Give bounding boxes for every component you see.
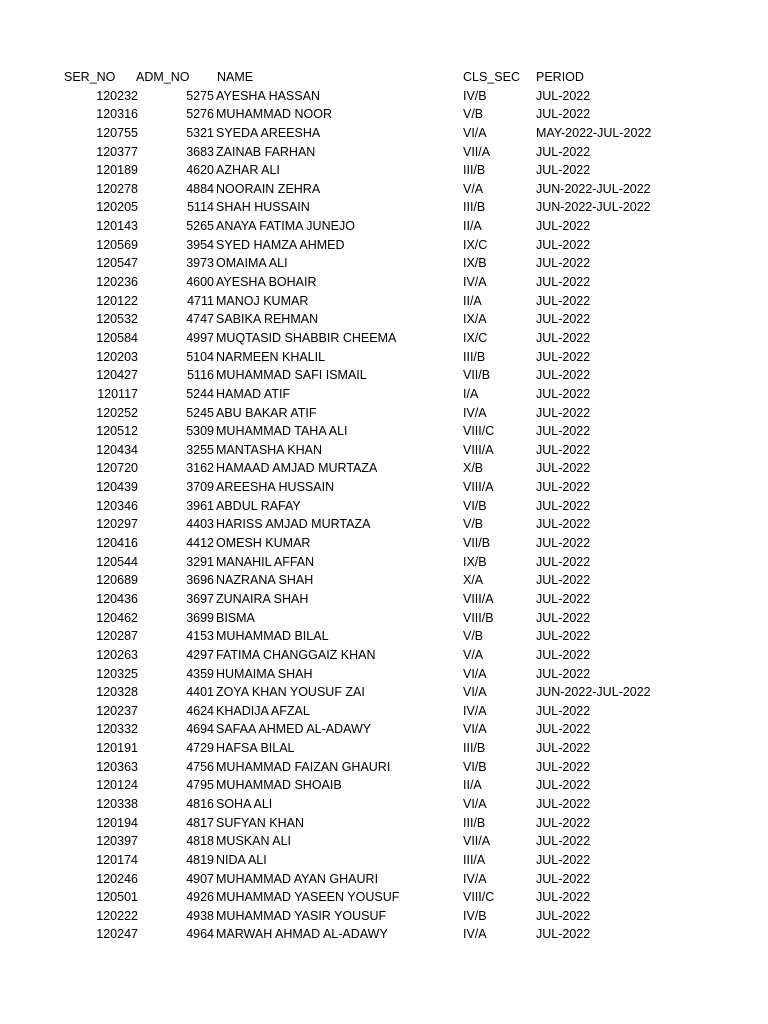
table-row bbox=[0, 553, 768, 572]
cell-cls-sec: VIII/C bbox=[463, 424, 495, 439]
cell-period: JUL-2022 bbox=[536, 852, 591, 867]
cell-name: MARWAH AHMAD AL-ADAWY bbox=[216, 927, 388, 942]
cell-ser-no: 120427 bbox=[96, 368, 138, 383]
cell-ser-no: 120122 bbox=[96, 293, 138, 308]
cell-name: MUHAMMAD BILAL bbox=[216, 629, 329, 644]
cell-cls-sec: VIII/A bbox=[463, 480, 494, 495]
cell-adm-no: 5265 bbox=[186, 219, 214, 234]
cell-period: JUN-2022-JUL-2022 bbox=[536, 200, 651, 215]
table-row bbox=[0, 683, 768, 702]
cell-cls-sec: III/B bbox=[463, 815, 486, 830]
cell-name: MUSKAN ALI bbox=[216, 834, 292, 849]
cell-period: MAY-2022-JUL-2022 bbox=[536, 125, 652, 140]
cell-ser-no: 120232 bbox=[96, 88, 138, 103]
cell-adm-no: 3973 bbox=[186, 256, 214, 271]
cell-cls-sec: VIII/B bbox=[463, 610, 494, 625]
column-header-name: NAME bbox=[217, 70, 254, 84]
cell-ser-no: 120325 bbox=[96, 666, 138, 681]
cell-adm-no: 3162 bbox=[186, 461, 214, 476]
cell-name: AYESHA BOHAIR bbox=[216, 275, 317, 290]
cell-name: SAFAA AHMED AL-ADAWY bbox=[216, 722, 372, 737]
cell-cls-sec: III/B bbox=[463, 200, 486, 215]
cell-cls-sec: V/A bbox=[463, 647, 484, 662]
cell-ser-no: 120203 bbox=[96, 349, 138, 364]
cell-adm-no: 3696 bbox=[186, 573, 214, 588]
cell-name: SHAH HUSSAIN bbox=[216, 200, 310, 215]
cell-period: JUL-2022 bbox=[536, 927, 591, 942]
cell-period: JUN-2022-JUL-2022 bbox=[536, 181, 651, 196]
cell-cls-sec: VI/B bbox=[463, 759, 487, 774]
cell-adm-no: 4884 bbox=[186, 181, 214, 196]
cell-name: HAMAAD AMJAD MURTAZA bbox=[216, 461, 378, 476]
table-row bbox=[0, 888, 768, 907]
table-row bbox=[0, 720, 768, 739]
cell-period: JUL-2022 bbox=[536, 237, 591, 252]
table-row bbox=[0, 497, 768, 516]
cell-adm-no: 5276 bbox=[186, 107, 214, 122]
cell-period: JUL-2022 bbox=[536, 424, 591, 439]
cell-name: MUHAMMAD YASIR YOUSUF bbox=[216, 908, 387, 923]
cell-adm-no: 4907 bbox=[186, 871, 214, 886]
cell-name: MUHAMMAD SAFI ISMAIL bbox=[216, 368, 367, 383]
cell-name: MANTASHA KHAN bbox=[216, 442, 323, 457]
cell-adm-no: 3709 bbox=[186, 480, 214, 495]
cell-name: BISMA bbox=[216, 610, 255, 625]
cell-ser-no: 120189 bbox=[96, 163, 138, 178]
cell-cls-sec: VIII/A bbox=[463, 591, 494, 606]
cell-period: JUL-2022 bbox=[536, 722, 591, 737]
cell-name: ZOYA KHAN YOUSUF ZAI bbox=[216, 685, 365, 700]
cell-ser-no: 120263 bbox=[96, 647, 138, 662]
cell-cls-sec: IV/B bbox=[463, 88, 487, 103]
cell-ser-no: 120584 bbox=[96, 330, 138, 345]
cell-period: JUL-2022 bbox=[536, 442, 591, 457]
cell-name: MUHAMMAD TAHA ALI bbox=[216, 424, 348, 439]
cell-ser-no: 120363 bbox=[96, 759, 138, 774]
cell-ser-no: 120512 bbox=[96, 424, 138, 439]
cell-period: JUL-2022 bbox=[536, 349, 591, 364]
cell-adm-no: 4747 bbox=[186, 312, 214, 327]
cell-period: JUL-2022 bbox=[536, 368, 591, 383]
cell-period: JUL-2022 bbox=[536, 219, 591, 234]
table-row bbox=[0, 329, 768, 348]
table-row bbox=[0, 273, 768, 292]
cell-cls-sec: VI/A bbox=[463, 125, 487, 140]
cell-cls-sec: VIII/A bbox=[463, 442, 494, 457]
cell-cls-sec: IX/B bbox=[463, 554, 487, 569]
table-row bbox=[0, 925, 768, 944]
cell-adm-no: 4817 bbox=[186, 815, 214, 830]
cell-period: JUL-2022 bbox=[536, 666, 591, 681]
cell-ser-no: 120416 bbox=[96, 536, 138, 551]
cell-name: OMAIMA ALI bbox=[216, 256, 288, 271]
table-row bbox=[0, 161, 768, 180]
cell-adm-no: 4818 bbox=[186, 834, 214, 849]
cell-name: SUFYAN KHAN bbox=[216, 815, 304, 830]
cell-adm-no: 4816 bbox=[186, 796, 214, 811]
cell-name: FATIMA CHANGGAIZ KHAN bbox=[216, 647, 376, 662]
table-row bbox=[0, 851, 768, 870]
cell-name: MUHAMMAD SHOAIB bbox=[216, 778, 342, 793]
cell-adm-no: 4359 bbox=[186, 666, 214, 681]
cell-name: SYED HAMZA AHMED bbox=[216, 237, 345, 252]
cell-name: HAMAD ATIF bbox=[216, 386, 291, 401]
cell-cls-sec: IX/B bbox=[463, 256, 487, 271]
cell-cls-sec: II/A bbox=[463, 778, 482, 793]
cell-cls-sec: II/A bbox=[463, 219, 482, 234]
cell-adm-no: 5321 bbox=[186, 125, 214, 140]
cell-adm-no: 3961 bbox=[186, 498, 214, 513]
table-row bbox=[0, 385, 768, 404]
table-header bbox=[0, 68, 768, 87]
cell-period: JUL-2022 bbox=[536, 554, 591, 569]
cell-ser-no: 120174 bbox=[96, 852, 138, 867]
cell-ser-no: 120569 bbox=[96, 237, 138, 252]
cell-name: MUQTASID SHABBIR CHEEMA bbox=[216, 330, 397, 345]
cell-name: OMESH KUMAR bbox=[216, 536, 311, 551]
cell-period: JUL-2022 bbox=[536, 275, 591, 290]
cell-period: JUL-2022 bbox=[536, 591, 591, 606]
cell-period: JUL-2022 bbox=[536, 890, 591, 905]
cell-ser-no: 120194 bbox=[96, 815, 138, 830]
cell-adm-no: 4694 bbox=[186, 722, 214, 737]
cell-name: MUHAMMAD NOOR bbox=[216, 107, 332, 122]
cell-period: JUL-2022 bbox=[536, 405, 591, 420]
cell-ser-no: 120434 bbox=[96, 442, 138, 457]
cell-period: JUL-2022 bbox=[536, 480, 591, 495]
cell-adm-no: 4926 bbox=[186, 890, 214, 905]
cell-period: JUL-2022 bbox=[536, 107, 591, 122]
cell-cls-sec: IV/A bbox=[463, 703, 487, 718]
cell-adm-no: 5245 bbox=[186, 405, 214, 420]
cell-name: KHADIJA AFZAL bbox=[216, 703, 310, 718]
table-row bbox=[0, 702, 768, 721]
cell-ser-no: 120328 bbox=[96, 685, 138, 700]
table-row bbox=[0, 143, 768, 162]
cell-ser-no: 120247 bbox=[96, 927, 138, 942]
cell-cls-sec: IV/B bbox=[463, 908, 487, 923]
cell-ser-no: 120532 bbox=[96, 312, 138, 327]
cell-cls-sec: III/A bbox=[463, 852, 486, 867]
table-row bbox=[0, 198, 768, 217]
cell-name: SYEDA AREESHA bbox=[216, 125, 321, 140]
cell-cls-sec: VI/B bbox=[463, 498, 487, 513]
cell-cls-sec: VI/A bbox=[463, 666, 487, 681]
cell-adm-no: 4401 bbox=[186, 685, 214, 700]
cell-ser-no: 120462 bbox=[96, 610, 138, 625]
table-row bbox=[0, 534, 768, 553]
cell-ser-no: 120237 bbox=[96, 703, 138, 718]
cell-period: JUL-2022 bbox=[536, 88, 591, 103]
cell-adm-no: 4964 bbox=[186, 927, 214, 942]
column-header-cls-sec: CLS_SEC bbox=[463, 70, 520, 84]
table-row bbox=[0, 814, 768, 833]
cell-cls-sec: VI/A bbox=[463, 722, 487, 737]
cell-name: ABU BAKAR ATIF bbox=[216, 405, 317, 420]
cell-adm-no: 4938 bbox=[186, 908, 214, 923]
cell-cls-sec: V/B bbox=[463, 107, 484, 122]
table-row bbox=[0, 795, 768, 814]
cell-ser-no: 120332 bbox=[96, 722, 138, 737]
column-header-adm-no: ADM_NO bbox=[136, 70, 190, 84]
table-row bbox=[0, 515, 768, 534]
cell-period: JUL-2022 bbox=[536, 815, 591, 830]
cell-cls-sec: IV/A bbox=[463, 275, 487, 290]
cell-cls-sec: VII/A bbox=[463, 834, 491, 849]
cell-period: JUL-2022 bbox=[536, 871, 591, 886]
table-row bbox=[0, 478, 768, 497]
table-row bbox=[0, 87, 768, 106]
cell-period: JUL-2022 bbox=[536, 498, 591, 513]
cell-ser-no: 120501 bbox=[96, 890, 138, 905]
cell-name: HAFSA BILAL bbox=[216, 741, 295, 756]
cell-period: JUL-2022 bbox=[536, 629, 591, 644]
cell-adm-no: 3699 bbox=[186, 610, 214, 625]
cell-adm-no: 4795 bbox=[186, 778, 214, 793]
cell-period: JUL-2022 bbox=[536, 517, 591, 532]
cell-period: JUL-2022 bbox=[536, 647, 591, 662]
cell-name: MUHAMMAD AYAN GHAURI bbox=[216, 871, 379, 886]
cell-ser-no: 120338 bbox=[96, 796, 138, 811]
cell-ser-no: 120689 bbox=[96, 573, 138, 588]
cell-adm-no: 4297 bbox=[186, 647, 214, 662]
cell-period: JUL-2022 bbox=[536, 759, 591, 774]
table-row bbox=[0, 366, 768, 385]
cell-name: ZAINAB FARHAN bbox=[216, 144, 316, 159]
cell-period: JUL-2022 bbox=[536, 796, 591, 811]
cell-adm-no: 4403 bbox=[186, 517, 214, 532]
cell-ser-no: 120755 bbox=[96, 125, 138, 140]
cell-cls-sec: IV/A bbox=[463, 871, 487, 886]
table-row bbox=[0, 422, 768, 441]
cell-adm-no: 5309 bbox=[186, 424, 214, 439]
cell-cls-sec: X/B bbox=[463, 461, 484, 476]
cell-ser-no: 120222 bbox=[96, 908, 138, 923]
table-row bbox=[0, 627, 768, 646]
cell-ser-no: 120124 bbox=[96, 778, 138, 793]
cell-ser-no: 120436 bbox=[96, 591, 138, 606]
cell-adm-no: 4412 bbox=[186, 536, 214, 551]
cell-adm-no: 3697 bbox=[186, 591, 214, 606]
cell-name: ANAYA FATIMA JUNEJO bbox=[216, 219, 355, 234]
cell-ser-no: 120205 bbox=[96, 200, 138, 215]
cell-name: NAZRANA SHAH bbox=[216, 573, 314, 588]
cell-cls-sec: VIII/C bbox=[463, 890, 495, 905]
cell-adm-no: 4600 bbox=[186, 275, 214, 290]
table-row bbox=[0, 459, 768, 478]
cell-cls-sec: IV/A bbox=[463, 927, 487, 942]
cell-period: JUL-2022 bbox=[536, 330, 591, 345]
cell-period: JUL-2022 bbox=[536, 536, 591, 551]
table-row bbox=[0, 404, 768, 423]
cell-ser-no: 120287 bbox=[96, 629, 138, 644]
table-row bbox=[0, 776, 768, 795]
table-body bbox=[0, 87, 768, 944]
cell-name: MUHAMMAD YASEEN YOUSUF bbox=[216, 890, 400, 905]
cell-ser-no: 120439 bbox=[96, 480, 138, 495]
cell-period: JUL-2022 bbox=[536, 703, 591, 718]
cell-name: AZHAR ALI bbox=[216, 163, 280, 178]
table-row bbox=[0, 236, 768, 255]
table-row bbox=[0, 590, 768, 609]
cell-name: NARMEEN KHALIL bbox=[216, 349, 326, 364]
cell-cls-sec: VII/B bbox=[463, 536, 491, 551]
cell-adm-no: 5244 bbox=[186, 386, 214, 401]
column-header-period: PERIOD bbox=[536, 70, 584, 84]
cell-name: MUHAMMAD FAIZAN GHAURI bbox=[216, 759, 391, 774]
table-row bbox=[0, 739, 768, 758]
cell-period: JUL-2022 bbox=[536, 741, 591, 756]
cell-adm-no: 4997 bbox=[186, 330, 214, 345]
cell-adm-no: 4620 bbox=[186, 163, 214, 178]
cell-cls-sec: IX/C bbox=[463, 237, 488, 252]
cell-adm-no: 4711 bbox=[187, 293, 214, 308]
cell-name: NOORAIN ZEHRA bbox=[216, 181, 321, 196]
cell-ser-no: 120236 bbox=[96, 275, 138, 290]
table-row bbox=[0, 105, 768, 124]
cell-adm-no: 5114 bbox=[187, 200, 214, 215]
cell-cls-sec: VI/A bbox=[463, 796, 487, 811]
cell-adm-no: 3291 bbox=[186, 554, 214, 569]
cell-cls-sec: V/A bbox=[463, 181, 484, 196]
cell-ser-no: 120720 bbox=[96, 461, 138, 476]
cell-ser-no: 120252 bbox=[96, 405, 138, 420]
cell-adm-no: 4729 bbox=[186, 741, 214, 756]
table-row bbox=[0, 758, 768, 777]
cell-cls-sec: VII/A bbox=[463, 144, 491, 159]
cell-adm-no: 4624 bbox=[186, 703, 214, 718]
table-row bbox=[0, 609, 768, 628]
table-row bbox=[0, 870, 768, 889]
cell-period: JUL-2022 bbox=[536, 312, 591, 327]
cell-period: JUL-2022 bbox=[536, 386, 591, 401]
table-row bbox=[0, 180, 768, 199]
cell-name: AREESHA HUSSAIN bbox=[216, 480, 335, 495]
cell-period: JUL-2022 bbox=[536, 293, 591, 308]
table-row bbox=[0, 571, 768, 590]
cell-cls-sec: IX/C bbox=[463, 330, 488, 345]
cell-cls-sec: V/B bbox=[463, 629, 484, 644]
cell-cls-sec: VII/B bbox=[463, 368, 491, 383]
cell-ser-no: 120544 bbox=[96, 554, 138, 569]
cell-cls-sec: I/A bbox=[463, 386, 479, 401]
cell-ser-no: 120547 bbox=[96, 256, 138, 271]
cell-adm-no: 4819 bbox=[186, 852, 214, 867]
student-table bbox=[0, 68, 768, 944]
cell-name: ZUNAIRA SHAH bbox=[216, 591, 309, 606]
cell-cls-sec: IX/A bbox=[463, 312, 487, 327]
cell-cls-sec: X/A bbox=[463, 573, 484, 588]
table-row bbox=[0, 348, 768, 367]
table-row bbox=[0, 832, 768, 851]
cell-ser-no: 120143 bbox=[96, 219, 138, 234]
cell-ser-no: 120278 bbox=[96, 181, 138, 196]
cell-adm-no: 4756 bbox=[186, 759, 214, 774]
cell-cls-sec: III/B bbox=[463, 741, 486, 756]
cell-ser-no: 120117 bbox=[97, 386, 138, 401]
cell-name: HUMAIMA SHAH bbox=[216, 666, 313, 681]
cell-cls-sec: II/A bbox=[463, 293, 482, 308]
cell-ser-no: 120377 bbox=[96, 144, 138, 159]
cell-ser-no: 120397 bbox=[96, 834, 138, 849]
column-header-ser-no: SER_NO bbox=[64, 70, 116, 84]
cell-ser-no: 120316 bbox=[96, 107, 138, 122]
table-row bbox=[0, 907, 768, 926]
cell-name: MANAHIL AFFAN bbox=[216, 554, 315, 569]
cell-cls-sec: V/B bbox=[463, 517, 484, 532]
table-row bbox=[0, 310, 768, 329]
cell-ser-no: 120246 bbox=[96, 871, 138, 886]
cell-name: ABDUL RAFAY bbox=[216, 498, 301, 513]
cell-period: JUL-2022 bbox=[536, 163, 591, 178]
cell-cls-sec: VI/A bbox=[463, 685, 487, 700]
cell-name: NIDA ALI bbox=[216, 852, 267, 867]
cell-period: JUN-2022-JUL-2022 bbox=[536, 685, 651, 700]
cell-name: MANOJ KUMAR bbox=[216, 293, 309, 308]
cell-cls-sec: III/B bbox=[463, 163, 486, 178]
cell-cls-sec: III/B bbox=[463, 349, 486, 364]
table-row bbox=[0, 124, 768, 143]
cell-name: AYESHA HASSAN bbox=[216, 88, 320, 103]
cell-ser-no: 120191 bbox=[96, 741, 138, 756]
cell-period: JUL-2022 bbox=[536, 834, 591, 849]
cell-period: JUL-2022 bbox=[536, 573, 591, 588]
cell-period: JUL-2022 bbox=[536, 256, 591, 271]
table-row bbox=[0, 441, 768, 460]
cell-adm-no: 3683 bbox=[186, 144, 214, 159]
table-row bbox=[0, 254, 768, 273]
table-row bbox=[0, 292, 768, 311]
cell-adm-no: 5275 bbox=[186, 88, 214, 103]
cell-adm-no: 4153 bbox=[186, 629, 214, 644]
cell-adm-no: 3954 bbox=[186, 237, 214, 252]
cell-period: JUL-2022 bbox=[536, 610, 591, 625]
cell-period: JUL-2022 bbox=[536, 778, 591, 793]
table-row bbox=[0, 646, 768, 665]
cell-period: JUL-2022 bbox=[536, 461, 591, 476]
cell-period: JUL-2022 bbox=[536, 144, 591, 159]
cell-period: JUL-2022 bbox=[536, 908, 591, 923]
cell-name: HARISS AMJAD MURTAZA bbox=[216, 517, 371, 532]
cell-adm-no: 5116 bbox=[187, 368, 214, 383]
cell-name: SABIKA REHMAN bbox=[216, 312, 319, 327]
table-row bbox=[0, 665, 768, 684]
cell-ser-no: 120297 bbox=[96, 517, 138, 532]
cell-name: SOHA ALI bbox=[216, 796, 273, 811]
cell-adm-no: 3255 bbox=[186, 442, 214, 457]
cell-ser-no: 120346 bbox=[96, 498, 138, 513]
table-row bbox=[0, 217, 768, 236]
cell-cls-sec: IV/A bbox=[463, 405, 487, 420]
cell-adm-no: 5104 bbox=[186, 349, 214, 364]
